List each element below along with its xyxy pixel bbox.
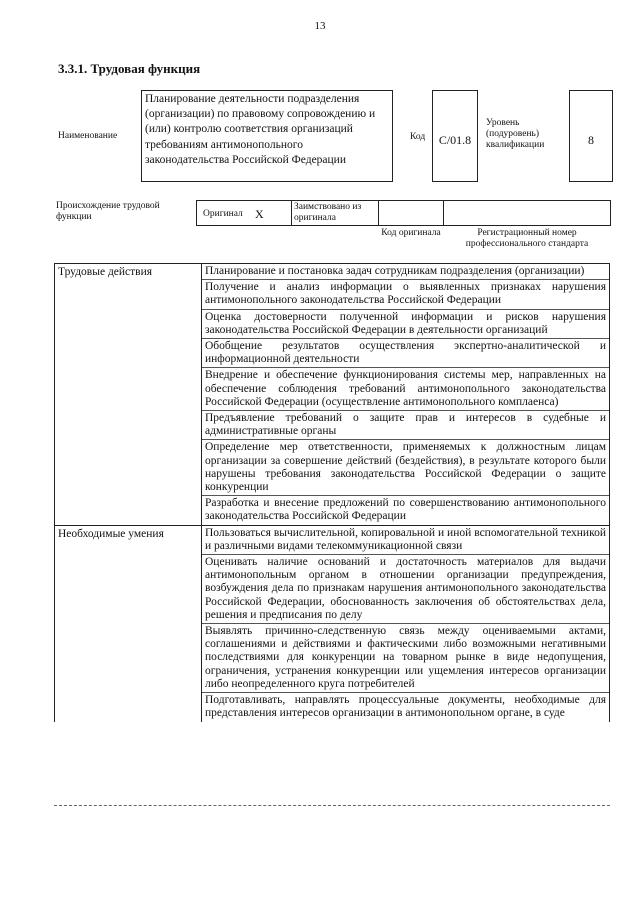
table-cell: Оценивать наличие оснований и достаточность материалов для выдачи антимонопольным органом в отношении организации предупреждения, возбуждения дела по признакам нарушения антимонопольного законодательства Российской Федерации, обоснованность заключения об обстоятельствах дела, решения и предписания по делу [202, 555, 610, 624]
origin-borrowed-cell: Заимствовано из оригинала [291, 200, 379, 226]
table-cell: Получение и анализ информации о выявленных признаках нарушения антимонопольного законодательства Российской Федерации [202, 280, 610, 309]
level-value: 8 [569, 90, 613, 182]
origin-original-label: Оригинал [203, 209, 243, 219]
code-value: C/01.8 [432, 90, 478, 182]
table-cell: Пользоваться вычислительной, копировальной и иной вспомогательной техникой и различными видами телекоммуникационной связи [202, 525, 610, 554]
origin-label: Происхождение трудовой функции [56, 201, 160, 222]
table-cell: Разработка и внесение предложений по совершенствованию антимонопольного законодательства Российской Федерации [202, 496, 610, 525]
code-label: Код [410, 132, 426, 142]
function-table [54, 263, 610, 722]
caption-regnum: Регистрационный номер профессионального стандарта [465, 228, 589, 249]
origin-mark: X [255, 207, 264, 221]
table-cell: Обобщение результатов осуществления экспертно-аналитической и информационной деятельности [202, 339, 610, 368]
table-cell: Внедрение и обеспечение функционирования системы мер, направленных на обеспечение соблюдения требований антимонопольного законодательства Российской Федерации (осуществление антимонопольного комплаенса) [202, 368, 610, 411]
origin-original-cell [196, 200, 292, 226]
section-title: Трудовые действия [55, 264, 202, 526]
name-label: Наименование [58, 131, 118, 141]
table-cell: Выявлять причинно-следственную связь между оцениваемыми актами, соглашениями и действиями и фактическими либо возможными негативными последствиями для конкуренции на товарном рынке в виде недопущения, ограничения, устранения конкуренции или ущемления интересов организации либо неопределенного круга потребителей [202, 624, 610, 693]
caption-code: Код оригинала [381, 228, 441, 238]
function-name-box: Планирование деятельности подразделения (организации) по правовому сопровождению и (или) контролю соответствия организаций требованиям антимонопольного законодательства Российской Федерации [141, 90, 393, 182]
table-cell: Подготавливать, направлять процессуальные документы, необходимые для представления интересов организации в антимонопольном органе, в суде [202, 693, 610, 722]
page-number: 13 [314, 20, 326, 32]
table-row [55, 264, 610, 280]
table-cell: Предъявление требований о защите прав и интересов в судебные и административные органы [202, 411, 610, 440]
table-bottom-edge [54, 805, 610, 806]
origin-regnum-cell [443, 200, 611, 226]
level-label: Уровень (подуровень) квалификации [486, 118, 545, 150]
table-row [55, 525, 610, 554]
table-cell: Определение мер ответственности, применяемых к должностным лицам организации за совершение действий (бездействия), в результате которого были нарушены требования законодательства Российской Федерации о защите конкуренции [202, 440, 610, 496]
section-title: Необходимые умения [55, 525, 202, 721]
table-cell: Планирование и постановка задач сотрудникам подразделения (организации) [202, 264, 610, 280]
section-heading: 3.3.1. Трудовая функция [58, 61, 201, 76]
table-cell: Оценка достоверности полученной информации и рисков нарушения законодательства Российской Федерации в деятельности организаций [202, 309, 610, 338]
origin-code-cell [378, 200, 444, 226]
